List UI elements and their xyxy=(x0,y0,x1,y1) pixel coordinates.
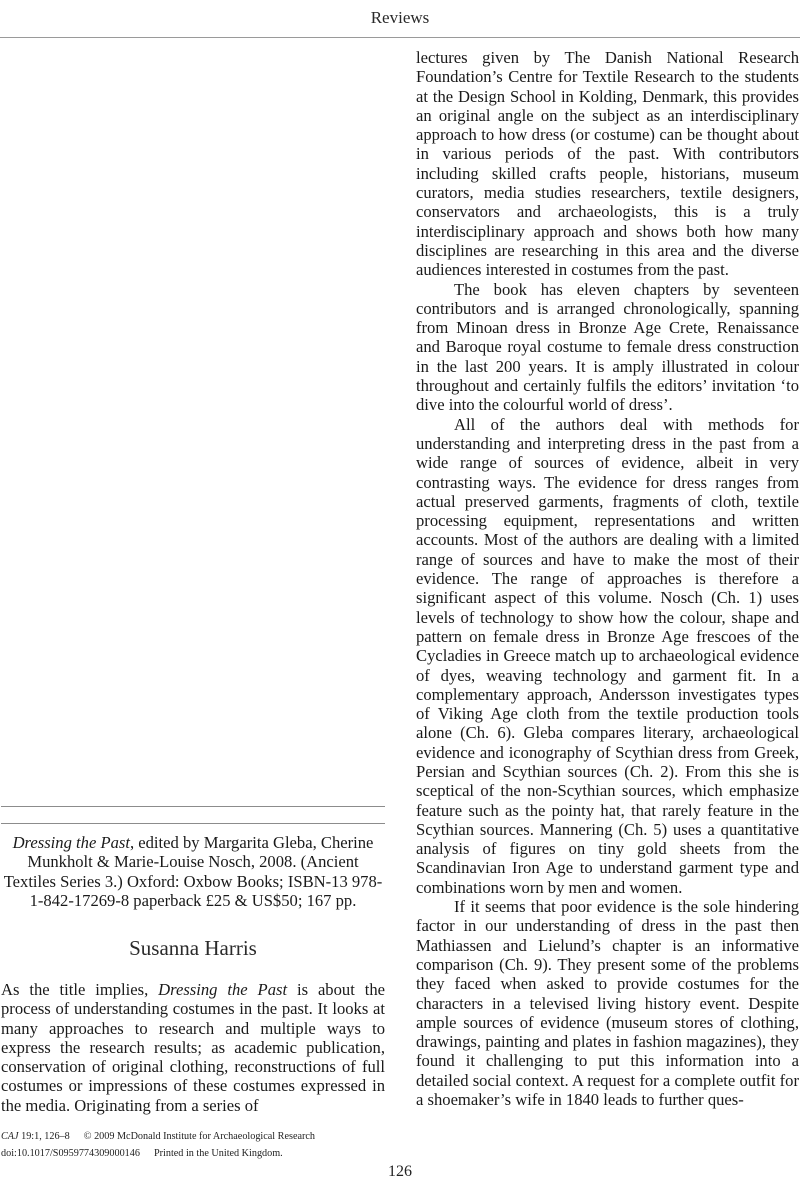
header-divider xyxy=(0,37,800,38)
doi-text: doi:10.1017/S0959774309000146 xyxy=(1,1148,140,1159)
footer-line-1 xyxy=(1,1128,385,1145)
footer-line-2 xyxy=(1,1145,385,1162)
publication-footer xyxy=(1,1128,385,1162)
copyright-notice: © 2009 McDonald Institute for Archaeological Research xyxy=(83,1131,316,1142)
page-number: 126 xyxy=(388,1163,412,1180)
book-title: Dressing the Past xyxy=(12,833,130,852)
intro-text-start: As the title implies, xyxy=(1,980,159,999)
reviewer-name: Susanna Harris xyxy=(129,936,257,960)
intro-title-italic: Dressing the Past xyxy=(158,980,288,999)
body-paragraph-3: All of the authors deal with methods for understanding and interpreting dress in the past from a wide range of sources of evidence, albeit in very contrasting ways. The evidence for dress ranges from actual preserved garments, fragments of cloth, textile processing equipment, representations and written accounts. Most of the authors are dealing with a limited range of sources and have to make the most of their evidence. The range of approaches is therefore a significant aspect of this volume. Nosch (Ch. 1) uses levels of technology to show how the colour, shape and pattern on female dress in Bronze Age frescoes of the Cycladies in Greece match up to archaeological evidence of dyes, weaving technology and garment fit. In a complementary approach, Andersson investigates types of Viking Age cloth from the textile production tools alone (Ch. 6). Gleba compares literary, archaeological evidence and iconography of Scythian dress from Greek, Persian and Scythian sources (Ch. 2). From this she is sceptical of the non-Scythian sources, which emphasize feature such as the pointy hat, that rarely feature in the Scythian sources. Mannering (Ch. 5) uses a quantitative analysis of figures on tiny gold sheets from the Scandinavian Iron Age to understand garment type and combinations worn by men and women. xyxy=(416,414,799,897)
citation-rule-bottom xyxy=(1,823,385,824)
body-paragraph-1: lectures given by The Danish National Research Foundation’s Centre for Textile Research to the students at the Design School in Kolding, Denmark, this provides an original angle on the subject as an interdisciplinary approach to how dress (or costume) can be thought about in various periods of the past. With contributors including skilled crafts people, historians, museum curators, media studies researchers, textile designers, conservators and archaeologists, this is a truly interdisciplinary approach and shows both how many disciplines are researching in this area and the diverse audiences interested in costumes from the past. xyxy=(416,48,799,280)
journal-volume: 19:1, 126–8 xyxy=(18,1131,70,1142)
running-header: Reviews xyxy=(370,8,430,27)
body-paragraph-2: The book has eleven chapters by seventeen contributors and is arranged chronologically, spanning from Minoan dress in Bronze Age Crete, Renaissance and Baroque royal costume to female dress construction in the last 200 years. It is amply illustrated in colour throughout and certainly fulfils the editors’ invitation ‘to dive into the colourful world of dress’. xyxy=(416,279,799,415)
right-column xyxy=(416,48,799,1109)
printed-notice: Printed in the United Kingdom. xyxy=(153,1148,283,1159)
journal-abbrev: CAJ xyxy=(1,1131,19,1142)
citation-rule-top xyxy=(1,806,385,807)
body-paragraph-4: If it seems that poor evidence is the sole hindering factor in our understanding of dress in the past then Mathiassen and Lielund’s chapter is an informative comparison (Ch. 9). They present some of the problems they faced when asked to provide costumes for the characters in a televised living history event. Despite ample sources of evidence (museum stores of clothing, drawings, painting and plates in fashion magazines), they found it challenging to put this information into a detailed social context. A request for a complete outfit for a shoemaker’s wife in 1840 leads to further ques- xyxy=(416,897,799,1110)
citation-details: , edited by Margarita Gleba, Cherine Munkholt & Marie-Louise Nosch, 2008. (Ancient Textiles Series 3.) Oxford: Oxbow Books; ISBN-13 978-1-842-17269-8 paperback £25 & US$50; 167 pp. xyxy=(3,833,383,910)
intro-text-rest: is about the process of understanding costumes in the past. It looks at many approaches to research and multiple ways to express the research results; as academic publication, conservation of original clothing, reconstructions of full costumes or impressions of these costumes expressed in the media. Originating from a series of xyxy=(1,980,385,1115)
book-citation xyxy=(1,833,385,910)
review-intro-paragraph xyxy=(1,980,385,1115)
